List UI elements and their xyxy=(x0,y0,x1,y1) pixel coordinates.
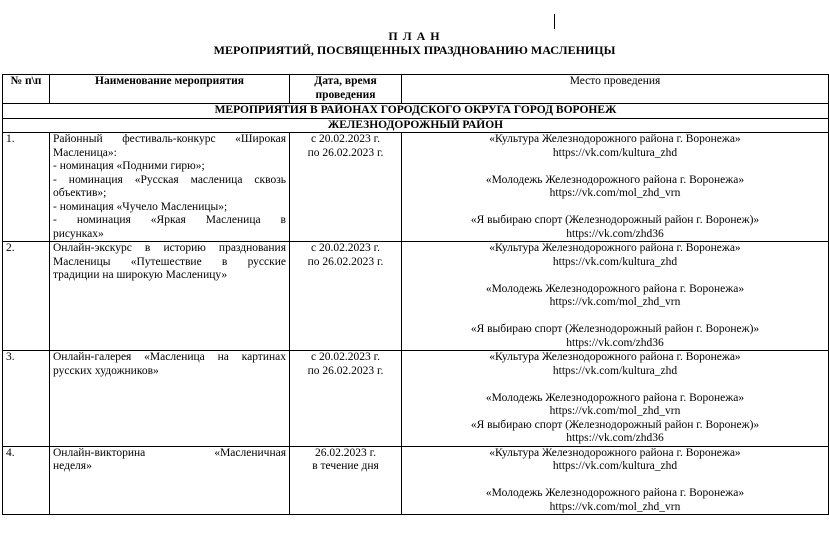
place-link[interactable]: https://vk.com/kultura_zhd xyxy=(552,460,678,472)
spacer xyxy=(405,474,825,488)
row-number: 2. xyxy=(3,242,50,351)
event-place xyxy=(402,446,829,515)
place-line: «Культура Железнодорожного района г. Воронежа» xyxy=(489,133,741,145)
event-name-line: неделя» xyxy=(53,460,92,472)
event-place xyxy=(402,351,829,447)
column-header-number: № п\п xyxy=(3,75,50,104)
place-line: «Молодежь Железнодорожного района г. Воронежа» xyxy=(485,391,745,404)
event-name-line: русских художников» xyxy=(53,364,159,377)
spacer xyxy=(405,269,825,283)
district-row xyxy=(3,118,829,133)
event-name-line: Онлайн-галерея «Масленица на картинах xyxy=(53,351,286,363)
event-name xyxy=(50,242,290,351)
place-link[interactable]: https://vk.com/mol_zhd_vrn xyxy=(549,500,681,513)
table-row xyxy=(3,351,829,447)
place-link[interactable]: https://vk.com/kultura_zhd xyxy=(552,364,678,377)
text-cursor xyxy=(554,14,555,29)
place-line: «Культура Железнодорожного района г. Воронежа» xyxy=(489,242,741,254)
place-line: «Молодежь Железнодорожного района г. Воронежа» xyxy=(485,487,745,499)
event-place xyxy=(402,242,829,351)
event-date-line: 26.02.2023 г. xyxy=(315,446,376,459)
event-name-line: - номинация «Русская масленица сквозь xyxy=(53,173,286,186)
event-date xyxy=(290,133,402,242)
column-header-place: Место проведения xyxy=(402,75,829,104)
place-link[interactable]: https://vk.com/mol_zhd_vrn xyxy=(549,405,681,417)
event-name-line: - номинация «Чучело Масленицы»; xyxy=(53,200,228,213)
event-date-line: по 26.02.2023 г. xyxy=(307,255,384,268)
event-name-line: Масленицы «Путешествие в русские xyxy=(53,255,286,268)
event-name xyxy=(50,351,290,447)
place-line: «Культура Железнодорожного района г. Воронежа» xyxy=(489,351,741,363)
event-name-line: традиции на широкую Масленицу» xyxy=(53,269,228,281)
document-subtitle: МЕРОПРИЯТИЙ, ПОСВЯЩЕННЫХ ПРАЗДНОВАНИЮ МАСЛЕНИЦЫ xyxy=(213,43,616,57)
event-date-line: по 26.02.2023 г. xyxy=(307,146,384,159)
place-line: «Я выбираю спорт (Железнодорожный район г. Воронеж)» xyxy=(470,418,760,431)
event-date-line: с 20.02.2023 г. xyxy=(311,351,380,363)
events-table xyxy=(2,74,829,515)
event-date-line: в течение дня xyxy=(312,460,379,472)
place-link[interactable]: https://vk.com/zhd36 xyxy=(566,336,664,349)
event-date xyxy=(290,351,402,447)
place-line: «Молодежь Железнодорожного района г. Воронежа» xyxy=(485,282,745,295)
event-date xyxy=(290,242,402,351)
place-link[interactable]: https://vk.com/mol_zhd_vrn xyxy=(549,187,681,199)
table-header-row xyxy=(3,75,829,104)
event-date-line: по 26.02.2023 г. xyxy=(307,364,384,377)
row-number: 1. xyxy=(3,133,50,242)
place-link[interactable]: https://vk.com/kultura_zhd xyxy=(552,146,678,159)
column-header-date: Дата, время проведения xyxy=(290,75,402,104)
place-link[interactable]: https://vk.com/mol_zhd_vrn xyxy=(549,296,681,308)
event-name-line: рисунках» xyxy=(53,227,104,240)
spacer xyxy=(405,160,825,174)
event-name xyxy=(50,446,290,515)
row-number: 3. xyxy=(3,351,50,447)
event-name-line: - номинация «Подними гирю»; xyxy=(53,160,205,172)
place-line: «Культура Железнодорожного района г. Воронежа» xyxy=(489,446,741,459)
event-name-line: Онлайн-викторина «Масленичная xyxy=(53,446,286,459)
place-link[interactable]: https://vk.com/zhd36 xyxy=(566,432,664,444)
section-row xyxy=(3,104,829,119)
event-name-line: Онлайн-экскурс в историю празднования xyxy=(53,242,286,254)
section-title: МЕРОПРИЯТИЯ В РАЙОНАХ ГОРОДСКОГО ОКРУГА ГОРОД ВОРОНЕЖ xyxy=(3,104,829,119)
place-line: «Я выбираю спорт (Железнодорожный район г. Воронеж)» xyxy=(470,323,760,335)
event-name-line: Районный фестиваль-конкурс «Широкая xyxy=(53,133,286,145)
spacer xyxy=(405,201,825,215)
spacer xyxy=(405,378,825,392)
place-link[interactable]: https://vk.com/zhd36 xyxy=(566,227,664,240)
event-place xyxy=(402,133,829,242)
event-name xyxy=(50,133,290,242)
district-title: ЖЕЛЕЗНОДОРОЖНЫЙ РАЙОН xyxy=(3,118,829,133)
place-link[interactable]: https://vk.com/kultura_zhd xyxy=(552,255,678,268)
table-row xyxy=(3,133,829,242)
place-line: «Я выбираю спорт (Железнодорожный район г. Воронеж)» xyxy=(470,214,760,226)
event-date-line: с 20.02.2023 г. xyxy=(311,242,380,254)
event-date-line: с 20.02.2023 г. xyxy=(311,133,380,145)
row-number: 4. xyxy=(3,446,50,515)
column-header-name: Наименование мероприятия xyxy=(50,75,290,104)
table-row xyxy=(3,446,829,515)
spacer xyxy=(405,310,825,324)
event-name-line: - номинация «Яркая Масленица в xyxy=(53,214,286,226)
event-date xyxy=(290,446,402,515)
document-title: П Л А Н xyxy=(388,29,441,43)
event-name-line: Масленица»: xyxy=(53,146,117,159)
event-name-line: объектив»; xyxy=(53,187,107,199)
table-row xyxy=(3,242,829,351)
place-line: «Молодежь Железнодорожного района г. Воронежа» xyxy=(485,173,745,186)
